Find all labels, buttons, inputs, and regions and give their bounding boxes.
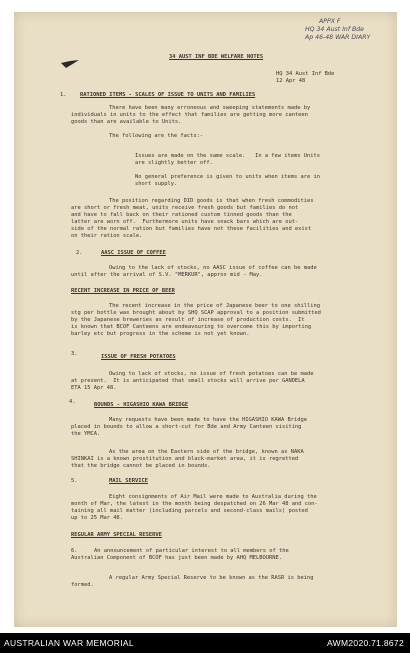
s2-line-2: until after the arrival of S.V. "MERKUR", approx mid - May. bbox=[71, 272, 263, 278]
s6-p1-line-2: Australian Component of BCOF has just been made by AHQ MELBOURNE. bbox=[71, 555, 282, 561]
footer-accession-number: AWM2020.71.8672 bbox=[327, 638, 404, 648]
document-ref: HQ 34 Aust Inf Bde bbox=[276, 71, 335, 77]
s2-line-1: Owing to the lack of stocks, no AASC issue of coffee can be made bbox=[109, 265, 317, 271]
section-5-number: 5. bbox=[71, 478, 78, 484]
section-2-number: 2. bbox=[76, 250, 83, 256]
s5-line-2: month of Mar, the latest in the month being despatched on 26 Mar 48 and con- bbox=[71, 501, 318, 507]
s1-p2: The following are the facts:- bbox=[109, 133, 204, 139]
s5-line-1: Eight consignments of Air Mail were made to Australia during the bbox=[109, 494, 317, 500]
s3-line-1: Owing to lack of stocks, no issue of fresh potatoes can be made bbox=[109, 371, 314, 377]
footer-institution: AUSTRALIAN WAR MEMORIAL bbox=[4, 638, 134, 648]
s1-p1-line-3: goods than are available to Units. bbox=[71, 119, 182, 125]
section-3-heading: ISSUE OF FRESH POTATOES bbox=[101, 354, 176, 360]
s1-p3-line-5: side of the normal ration but families have not these facilities and exist bbox=[71, 226, 312, 232]
s1-bullet-1-line-1: Issues are made on the same scale. In a few items Units bbox=[135, 153, 320, 159]
s4-p1-line-2: placed in bounds to allow a short-cut for Bde and Army Canteen visiting bbox=[71, 424, 302, 430]
beer-line-3: by the Japanese breweries as result of increase of production costs. It bbox=[71, 317, 305, 323]
section-6-heading: REGULAR ARMY SPECIAL RESERVE bbox=[71, 532, 162, 538]
s4-p2-line-2: SHINKAI is a known prostitution and black-market area, it is regretted bbox=[71, 456, 299, 462]
s1-p1-line-1: There have been many erroneous and sweeping statements made by bbox=[109, 105, 311, 111]
document-title: 34 AUST INF BDE WELFARE NOTES bbox=[169, 54, 264, 60]
s1-p3-line-6: on their ration scale. bbox=[71, 233, 143, 239]
s4-p1-line-1: Many requests have been made to have the HIGASHIO KAWA Bridge bbox=[109, 417, 307, 423]
s1-bullet-2-line-2: short supply. bbox=[135, 181, 178, 187]
s6-p2-line-2: formed. bbox=[71, 582, 94, 588]
s3-line-3: ETA 15 Apr 48. bbox=[71, 385, 117, 391]
handwritten-annotation-line-3: Ap 46-48 WAR DIARY bbox=[305, 34, 371, 41]
s1-p3-line-1: The position regarding DID goods is that when fresh commodities bbox=[109, 198, 314, 204]
s4-p1-line-3: the YMCA. bbox=[71, 431, 101, 437]
document-date: 12 Apr 48 bbox=[276, 78, 306, 84]
section-3-number: 3. bbox=[71, 351, 78, 357]
section-1-number: 1. bbox=[60, 92, 67, 98]
beer-line-2: stg per bottle was brought about by SHQ SCAP approval to a position submitted bbox=[71, 310, 321, 316]
section-4-number: 4. bbox=[69, 399, 76, 405]
pencil-tick-icon bbox=[60, 59, 80, 69]
section-1-heading: RATIONED ITEMS - SCALES OF ISSUE TO UNITS AND FAMILIES bbox=[80, 92, 256, 98]
section-5-heading: MAIL SERVICE bbox=[109, 478, 148, 484]
s5-line-3: taining all mail matter (including parcels and second-class mails) posted bbox=[71, 508, 308, 514]
section-4-heading: BOUNDS - HIGASHIO KAWA BRIDGE bbox=[94, 402, 189, 408]
s1-p3-line-2: are short or fresh meat, units receive fresh goods but families do not bbox=[71, 205, 299, 211]
handwritten-annotation-line-2: HQ 34 Aust Inf Bde bbox=[305, 26, 364, 33]
s5-line-4: up to 25 Mar 48. bbox=[71, 515, 123, 521]
handwritten-annotation-line-1: APPX F bbox=[319, 18, 341, 25]
beer-line-4: is known that BCOF Canteens are endeavouring to overcome this by importing bbox=[71, 324, 312, 330]
s6-p1-line-1: An announcement of particular interest to all members of the bbox=[94, 548, 289, 554]
s1-bullet-2-line-1: No general preference is given to units when items are in bbox=[135, 174, 320, 180]
section-2-heading: AASC ISSUE OF COFFEE bbox=[101, 250, 166, 256]
s4-p2-line-3: that the bridge cannot be placed in bounds. bbox=[71, 463, 211, 469]
s4-p2-line-1: As the area on the Eastern side of the bridge, known as NAKA bbox=[109, 449, 304, 455]
document-page bbox=[14, 12, 397, 627]
s1-p3-line-4: latter are worn off. Furthermore units have snack bars which are out- bbox=[71, 219, 299, 225]
s1-bullet-1-line-2: are slightly better off. bbox=[135, 160, 213, 166]
beer-line-1: The recent increase in the price of Japanese beer to one shilling bbox=[109, 303, 320, 309]
s6-p2-line-1: A regular Army Special Reserve to be known as the RASR is being bbox=[109, 575, 314, 581]
s3-line-2: at present. It is anticipated that small stocks will arrive per GANDELA bbox=[71, 378, 305, 384]
beer-line-5: barley etc but progress in the scheme is not yet known. bbox=[71, 331, 250, 337]
beer-heading: RECENT INCREASE IN PRICE OF BEER bbox=[71, 288, 175, 294]
s1-p3-line-3: and have to fall back on their rationed custom tinned goods than the bbox=[71, 212, 292, 218]
section-6-number: 6. bbox=[71, 548, 78, 554]
archive-footer-bar bbox=[0, 633, 410, 653]
s1-p1-line-2: individuals in units to the effect that families are getting more canteen bbox=[71, 112, 308, 118]
